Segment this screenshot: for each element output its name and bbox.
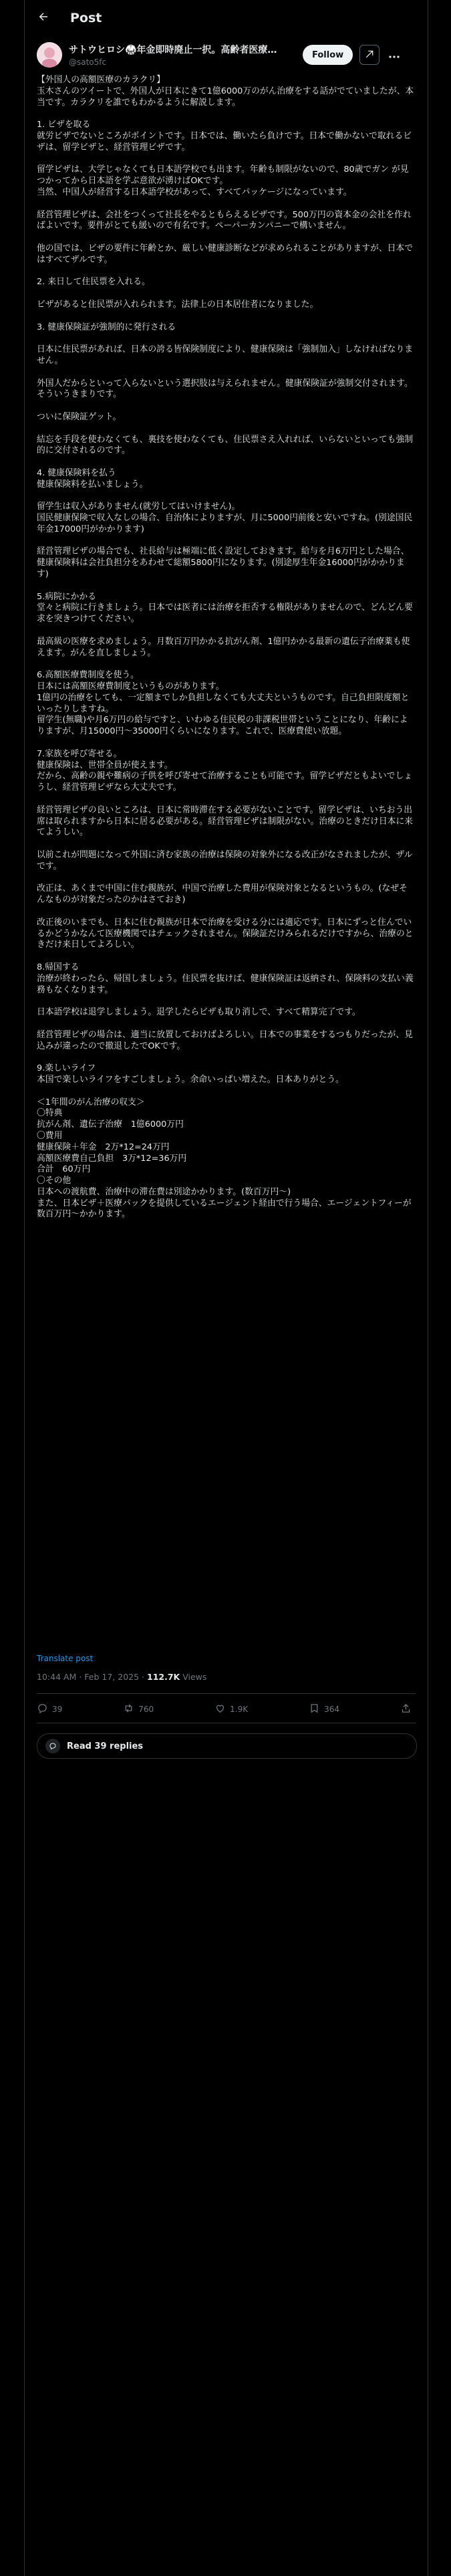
share-icon bbox=[400, 1703, 416, 1716]
top-bar bbox=[25, 0, 428, 35]
bookmark-button[interactable] bbox=[309, 1703, 339, 1716]
post-meta bbox=[37, 1672, 206, 1682]
bookmark-icon bbox=[309, 1703, 324, 1716]
repost-icon bbox=[123, 1703, 138, 1716]
avatar[interactable] bbox=[37, 42, 62, 68]
divider bbox=[37, 1693, 416, 1694]
author-display-name[interactable]: サトウヒロシ🥋年金即時廃止一択。高齢者医療… bbox=[69, 45, 277, 56]
repost-count: 760 bbox=[138, 1705, 154, 1714]
back-button[interactable] bbox=[37, 11, 50, 25]
heart-icon bbox=[214, 1703, 230, 1716]
post-column bbox=[24, 0, 428, 2576]
page-title: Post bbox=[70, 10, 102, 25]
replies-icon bbox=[45, 1739, 60, 1753]
post-time[interactable]: 10:44 AM bbox=[37, 1672, 77, 1682]
read-replies-button[interactable] bbox=[37, 1733, 417, 1759]
follow-button[interactable]: Follow bbox=[303, 45, 353, 65]
arrow-left-icon bbox=[37, 11, 49, 25]
reply-button[interactable] bbox=[37, 1703, 62, 1716]
bookmark-count: 364 bbox=[324, 1705, 339, 1714]
grok-button[interactable] bbox=[359, 45, 380, 65]
post-text: 【外国人の高額医療のカラクリ】 玉木さんのツイートで、外国人が日本にきて1億6000万のがん治療をする話がでていましたが、本当です。カラクリを誰でもわかるように解説します。 1. ビザを取る 就労ビザでないところがポイントです。日本では、働いたら負けです。日本で働かないで取れるビザは、留学ビザと、経営管理ビザです。 留学ビザは、大学じゃなくても日本語学校でも出ます。年齢も制限がないので、80歳でガン が見つかってから日本語を学ぶ意欲が湧けばOKです。 当然、中国人が経営する日本語学校があって、すべてパッケージになっています。 経営管理ビザは、会社をつくって社長をやるともらえるビザです。500万円の資本金の会社を作ればよいです。要件がとても緩いので有名です。ペーパーカンパニーで構いません。 他の国では、ビザの要件に年齢とか、厳しい健康診断などが求められることがありますが、日本ではすべてザルです。 2. 来日して住民票を入れる。 ビザがあると住民票が入れられます。法律上の日本居住者になりました。 3. 健康保険証が強制的に発行される 日本に住民票があれば、日本の誇る皆保険制度により、健康保険は「強制加入」しなければなりません。 外国人だからといって入らないという選択肢は与えられません。健康保険証が強制交付されます。そういうきまりです。 ついに保険証ゲット。 結忘を手段を使わなくても、裏技を使わなくても、住民票さえ入れれば、いらないといっても強制的に交付されるのです。 4. 健康保険料を払う 健康保険料を払いましょう。 留学生は収入がありません(就労してはいけません)。 国民健康保険で収入なしの場合、自治体によりますが、月に5000円前後と安いですね。(別途国民年金17000円がかかります) 経営管理ビザの場合でも、社長給与は極端に低く設定しておきます。給与を月6万円とした場合、健康保険料は会社負担分をあわせて総額5800円になります。(別途厚生年金16000円がかかります) 5.病院にかかる 堂々と病院に行きましょう。日本では医者には治療を拒否する権限がありませんので、どんどん要求を突きつけてください。 最高級の医療を求めましょう。月数百万円かかる抗がん剤、1億円かかる最新の遺伝子治療薬も使えます。がんを直しましょう。 6.高額医療費制度を使う。 日本には高額医療費制度というものがあります。 1億円の治療をしても、一定額までしか負担しなくても大丈夫というものです。自己負担限度額といったりしますね。 留学生(無職)や月6万円の給与ですと、いわゆる住民税の非課税世帯ということになり、年齢によりますが、月15000円〜35000円くらいになります。これで、医療費使い放題。 7.家族を呼び寄せる。 健康保険は、世帯全員が使えます。 だから、高齢の親や難病の子供を呼び寄せて治療することも可能です。留学ビザだともよいでしょうし、経営管理ビザなら大丈夫です。 経営管理ビザの良いところは、日本に常時滞在する必要がないことです。留学ビザは、いちおう出席は取られますから日本に居る必要がある。経営管理ビザは制限がない。治療のときだけ日本に来てようしい。 以前これが問題になって外国に済む家族の治療は保険の対象外になる改正がなされましたが、ザルです。 改正は、あくまで中国に住む親族が、中国で治療した費用が保険対象となるというもの。(なぜそんなものが対象だったのかはさておき) 改正後のいまでも、日本に住む親族が日本で治療を受ける分には適応です。日本にずっと住んでいるかどうかなんて医療機関ではチェックされません。保険証だけみられるだけですから、治療のときだけ来日してよろしい。 8.帰国する 治療が終わったら、帰国しましょう。住民票を抜けば、健康保険証は返納され、保険料の支払い義務もなくなります。 日本語学校は退学しましょう。退学したらビザも取り消しで、すべて精算完了です。 経営管理ビザの場合は、適当に放置しておけばよろしい。日本での事業をするつもりだったが、見込みが違ったので撤退したでOKです。 9.楽しいライフ 本国で楽しいライフをすごしましょう。余命いっぱい増えた。日本ありがとう。 ＜1年間のがん治療の収支＞ 〇特典 抗がん剤、遺伝子治療 1億6000万円 〇費用 健康保険＋年金 2万*12=24万円 高額医療費自己負担 3万*12=36万円 合計 60万円 〇その他 日本への渡航費、治療中の滞在費は別途かかります。(数百万円〜) また、日本ビザ＋医療パックを提供しているエージェント経由で行う場合、エージェントフィーが数百万円〜かかります。 bbox=[37, 75, 414, 1220]
reply-icon bbox=[37, 1703, 52, 1716]
action-bar bbox=[37, 1696, 416, 1723]
author-names bbox=[69, 43, 289, 67]
translate-post-link[interactable]: Translate post bbox=[37, 1654, 94, 1663]
author-row bbox=[37, 41, 416, 68]
read-replies-label: Read 39 replies bbox=[67, 1741, 144, 1751]
post-date[interactable]: Feb 17, 2025 bbox=[84, 1672, 140, 1682]
more-button[interactable] bbox=[388, 49, 401, 62]
views-count: 112.7K bbox=[147, 1672, 180, 1682]
share-button[interactable] bbox=[400, 1703, 416, 1716]
grok-icon bbox=[365, 49, 374, 62]
like-count: 1.9K bbox=[230, 1705, 249, 1714]
reply-count: 39 bbox=[52, 1705, 63, 1714]
views-label: Views bbox=[182, 1672, 207, 1682]
meta-separator: · bbox=[79, 1672, 85, 1682]
repost-button[interactable] bbox=[123, 1703, 154, 1716]
like-button[interactable] bbox=[214, 1703, 248, 1716]
meta-separator: · bbox=[142, 1672, 147, 1682]
author-handle[interactable]: @sato5fc bbox=[69, 58, 107, 67]
more-dots-icon bbox=[388, 49, 400, 62]
